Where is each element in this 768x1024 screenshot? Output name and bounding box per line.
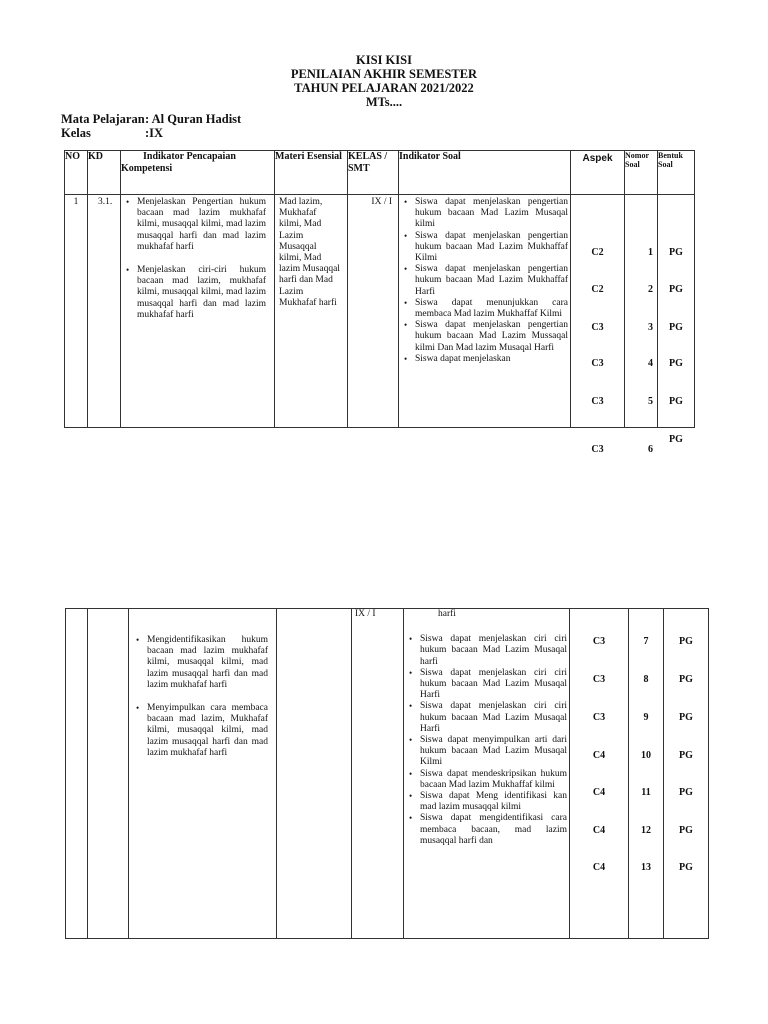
bentuk-cell xyxy=(664,609,709,939)
aspek-value: C3 xyxy=(591,322,604,333)
aspek-cell xyxy=(570,609,629,939)
nomor-value: 13 xyxy=(641,862,651,873)
bentuk-value: PG xyxy=(669,322,683,333)
nomor-value: 10 xyxy=(641,750,651,761)
aspek-value: C3 xyxy=(592,712,606,723)
col-kd: KD xyxy=(88,151,121,195)
grid-table-page1 xyxy=(64,150,695,455)
indicator-item: • Siswa dapat menjelaskan ciri ciri hukum bacaan Mad Lazim Musaqal harfi xyxy=(406,634,567,668)
nomor-value: 7 xyxy=(643,636,649,647)
nomor-value: 2 xyxy=(648,284,653,295)
competency-cell xyxy=(129,609,277,939)
doc-title: KISI KISI xyxy=(356,53,412,67)
competency-item: • Mengidentifikasikan hukum bacaan mad lazim mukhafaf kilmi, musaqqal kilmi, mad lazim musaqqal harfi dan mad lazim mukhafaf harfi xyxy=(133,635,268,691)
subject-value: : Al Quran Hadist xyxy=(145,112,242,126)
aspek-value: C2 xyxy=(591,247,604,258)
nomor-cell xyxy=(625,195,658,455)
indicator-cell xyxy=(404,609,570,939)
indicator-cell xyxy=(399,195,571,428)
indicator-item: • Siswa dapat menjelaskan pengertian hukum bacaan Mad Lazim Mukhaffaf Harfi xyxy=(401,264,568,298)
row-no: 1 xyxy=(65,195,88,428)
bentuk-value: PG xyxy=(669,247,683,258)
nomor-value: 5 xyxy=(648,396,653,407)
kelas-cell: IX / I xyxy=(352,609,404,939)
col-kelas: KELAS / SMT xyxy=(348,151,399,195)
grid-table-page2 xyxy=(65,608,709,939)
aspek-value: C3 xyxy=(591,444,604,455)
aspek-cell xyxy=(571,195,625,455)
competency-cell xyxy=(121,195,275,428)
indicator-item: • Siswa dapat menjelaskan pengertian hukum bacaan Mad Lazim Mukhaffaf Kilmi xyxy=(401,231,568,265)
nomor-value: 4 xyxy=(648,358,653,369)
carry-text: harfi xyxy=(438,609,456,619)
indicator-item: • Siswa dapat Meng identifikasi kan mad lazim musaqqal kilmi xyxy=(406,791,567,813)
indicator-item: • Siswa dapat menjelaskan ciri ciri hukum bacaan Mad Lazim Musaqal Harfi xyxy=(406,668,567,702)
nomor-value: 9 xyxy=(643,712,649,723)
bentuk-value: PG xyxy=(679,825,693,836)
competency-item: • Menjelaskan Pengertian hukum bacaan mad lazim mukhafaf kilmi, musaqqal kilmi, mad lazim musaqqal harfi dan mad lazim mukhafaf harfi xyxy=(123,197,266,253)
bentuk-cell xyxy=(658,195,695,445)
indicator-item: • Siswa dapat menjelaskan ciri ciri hukum bacaan Mad Lazim Musaqal Harfi xyxy=(406,701,567,735)
col-bentuk: Bentuk Soal xyxy=(658,151,695,195)
bentuk-value: PG xyxy=(679,862,693,873)
nomor-value: 8 xyxy=(643,674,649,685)
aspek-value: C4 xyxy=(592,750,606,761)
bentuk-value: PG xyxy=(679,787,693,798)
table-header-row xyxy=(65,151,695,195)
bentuk-value: PG xyxy=(669,434,683,445)
row-no xyxy=(66,609,88,939)
class-value: :IX xyxy=(145,126,164,140)
aspek-value: C4 xyxy=(592,862,606,873)
table-row xyxy=(65,195,695,428)
doc-subtitle-year: TAHUN PELAJARAN 2021/2022 xyxy=(294,81,474,95)
materi-cell: Mad lazim, Mukhafaf kilmi, Mad Lazim Musaqqal kilmi, Mad lazim Musaqqal harfi dan Mad Lazim Mukhafaf harfi xyxy=(275,195,348,428)
class-line xyxy=(61,126,163,141)
indicator-item: • Siswa dapat menjelaskan pengertian hukum bacaan Mad Lazim Mussaqal kilmi Dan Mad lazim Musaqal Harfi xyxy=(401,320,568,354)
class-label: Kelas xyxy=(61,126,91,140)
bentuk-value: PG xyxy=(669,358,683,369)
aspek-value: C4 xyxy=(592,787,606,798)
subject-label: Mata Pelajaran xyxy=(61,112,145,126)
doc-subtitle-exam: PENILAIAN AKHIR SEMESTER xyxy=(290,67,478,81)
aspek-value: C3 xyxy=(591,358,604,369)
bentuk-value: PG xyxy=(679,712,693,723)
col-materi: Materi Esensial xyxy=(275,151,348,195)
row-kd: 3.1. xyxy=(88,195,121,428)
indicator-item: • Siswa dapat mengidentifikasi cara membaca bacaan, mad lazim musaqqal harfi dan xyxy=(406,813,567,847)
bentuk-value: PG xyxy=(679,636,693,647)
bentuk-value: PG xyxy=(679,674,693,685)
aspek-value: C3 xyxy=(591,396,604,407)
aspek-value: C3 xyxy=(592,674,606,685)
col-indikator-soal: Indikator Soal xyxy=(399,151,571,195)
doc-subtitle-school: MTs.... xyxy=(365,95,403,109)
aspek-value: C2 xyxy=(591,284,604,295)
nomor-value: 12 xyxy=(641,825,651,836)
table-row xyxy=(66,609,709,939)
bentuk-value: PG xyxy=(669,284,683,295)
nomor-value: 11 xyxy=(641,787,651,798)
bentuk-value: PG xyxy=(669,396,683,407)
competency-item: • Menyimpulkan cara membaca bacaan mad lazim, Mukhafaf kilmi, musaqqal kilmi, mad lazim musaqqal harfi dan mad lazim mukhafaf harfi xyxy=(133,703,268,759)
competency-item: • Menjelaskan ciri-ciri hukum bacaan mad lazim, mukhafaf kilmi, musaqqal kilmi, mad lazim musaqqal harfi dan mad lazim mukhafaf harfi xyxy=(123,265,266,321)
indicator-item: • Siswa dapat menunjukkan cara membaca Mad lazim Mukhaffaf Kilmi xyxy=(401,298,568,320)
indicator-item: • Siswa dapat menjelaskan pengertian hukum bacaan Mad Lazim Musaqal kilmi xyxy=(401,197,568,231)
nomor-value: 3 xyxy=(648,322,653,333)
col-indikator-kompetensi: Indikator Pencapaian Kompetensi xyxy=(121,151,275,195)
subject-line xyxy=(61,112,241,127)
indicator-item: • Siswa dapat mendeskripsikan hukum bacaan Mad lazim Mukhaffaf kilmi xyxy=(406,769,567,791)
col-no: NO xyxy=(65,151,88,195)
aspek-value: C4 xyxy=(592,825,606,836)
bentuk-value: PG xyxy=(679,750,693,761)
kelas-cell: IX / I xyxy=(348,195,399,428)
col-nomor: Nomor Soal xyxy=(625,151,658,195)
materi-cell xyxy=(277,609,352,939)
row-kd xyxy=(88,609,129,939)
indicator-item: • Siswa dapat menyimpulkan arti dari hukum bacaan Mad Lazim Musaqal Kilmi xyxy=(406,735,567,769)
col-aspek: Aspek xyxy=(571,151,625,195)
nomor-cell xyxy=(629,609,664,939)
nomor-value: 1 xyxy=(648,247,653,258)
aspek-value: C3 xyxy=(592,636,606,647)
indicator-item: • Siswa dapat menjelaskan xyxy=(401,354,568,365)
nomor-value: 6 xyxy=(648,444,653,455)
